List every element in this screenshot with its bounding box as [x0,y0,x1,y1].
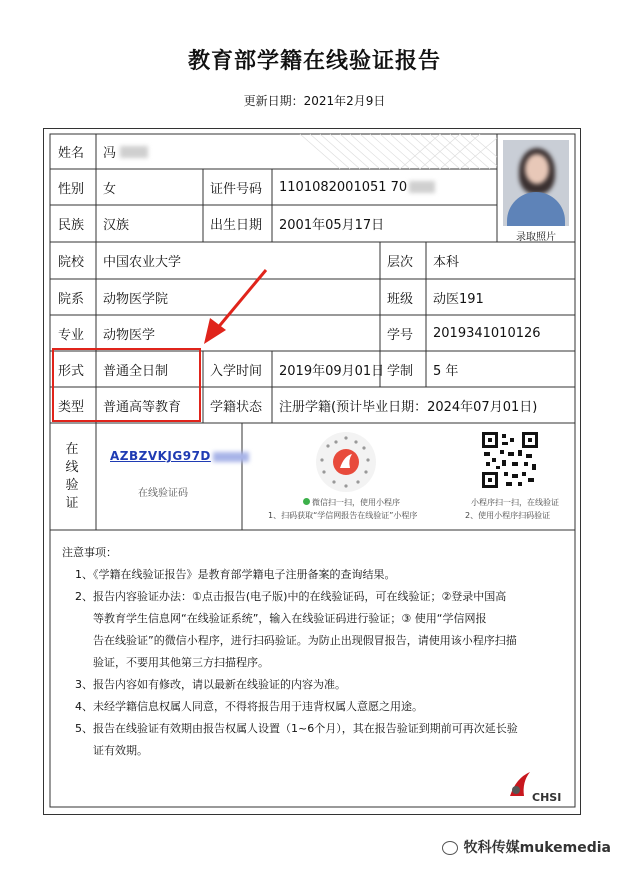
verify-label: 在 线 验 证 [65,442,79,511]
photo-image [503,140,569,226]
birth-label: 出生日期 [210,218,263,233]
note-line: 2、报告内容验证办法：①点击报告(电子版)中的在线验证码，可在线验证；②登录中国高 [75,590,507,603]
enroll-label: 入学时间 [210,363,263,379]
note-line: 5、报告在线验证有效期由报告权属人设置（1~6个月），其在报告验证到期前可再次延长验 [75,722,518,735]
update-date: 更新日期：2021年2月9日 [243,94,386,108]
qr-code[interactable] [482,432,538,488]
dept-value: 动物医学院 [103,291,169,307]
name-text: 冯 [103,146,117,161]
id-text: 1101082001051 70 [279,179,408,195]
dept-label: 院系 [58,291,85,307]
id-label: 证件号码 [210,181,263,197]
wechat-icon [442,841,458,855]
name-value [96,134,296,169]
gender-label: 性别 [58,181,85,197]
level-value: 本科 [433,255,460,270]
school-value: 中国农业大学 [103,255,182,270]
wechat-icon [303,498,310,505]
note-line: 1、《学籍在线验证报告》是教育部学籍电子注册备案的查询结果。 [75,568,396,581]
step2-caption: 2、使用小程序扫码验证 [465,511,551,520]
note-line: 告在线验证”的微信小程序，进行扫码验证。为防止出现假冒报告，请使用该小程序扫描 [93,634,517,647]
status-value: 注册学籍(预计毕业日期：2024年07月01日) [279,399,538,415]
report-title: 教育部学籍在线验证报告 [187,49,441,74]
redaction-blur [409,181,435,193]
type-value: 普通高等教育 [103,399,182,415]
admission-photo [497,136,575,243]
chsi-logo-text: CHSI [532,791,562,804]
duration-label: 学制 [387,363,414,379]
status-label: 学籍状态 [210,399,263,415]
duration-value: 5 年 [433,363,459,379]
level-label: 层次 [387,255,414,270]
ethnicity-value: 汉族 [103,218,130,233]
name-label: 姓名 [58,146,85,161]
major-label: 专业 [58,327,85,343]
verify-code-link[interactable]: AZBZVKJG97D [110,449,249,463]
redaction-blur [213,452,249,462]
watermark: 牧科传媒mukemedia [442,837,611,857]
note-line: 验证，不要用其他第三方扫描程序。 [93,656,269,669]
form-value: 普通全日制 [103,363,169,379]
gender-value: 女 [103,181,117,197]
school-label: 院校 [58,255,85,270]
class-label: 班级 [387,291,414,307]
mini-program-code[interactable] [310,430,382,494]
student-no-value: 2019341010126 [433,325,541,341]
photo-label: 录取照片 [516,232,556,243]
red-arrow-icon [196,262,276,352]
chsi-logo-icon [506,768,534,800]
note-line: 证有效期。 [93,744,148,757]
birth-value: 2001年05月17日 [279,218,385,233]
notes-title: 注意事项： [62,546,117,559]
step1-caption: 1、扫码获取“学信网报告在线验证”小程序 [268,511,418,520]
note-line: 等教育学生信息网“在线验证系统”，输入在线验证码进行验证；③ 使用“学信网报 [93,612,487,625]
student-no-label: 学号 [387,327,414,343]
note-line: 4、未经学籍信息权属人同意，不得将报告用于违背权属人意愿之用途。 [75,700,423,713]
highlight-box [52,348,201,422]
mini-app-caption: 微信扫一扫，使用小程序 [303,497,400,508]
redaction-blur [120,146,148,158]
id-value [272,169,497,205]
major-value: 动物医学 [103,327,156,343]
enroll-value: 2019年09月01日 [279,363,385,379]
form-label: 形式 [58,363,85,379]
verify-code-caption: 在线验证码 [138,488,188,499]
note-line: 3、报告内容如有修改，请以最新在线验证的内容为准。 [75,678,346,691]
type-label: 类型 [58,399,85,415]
ethnicity-label: 民族 [58,218,85,233]
qr-caption: 小程序扫一扫，在线验证 [471,498,559,507]
class-value: 动医191 [433,291,484,307]
